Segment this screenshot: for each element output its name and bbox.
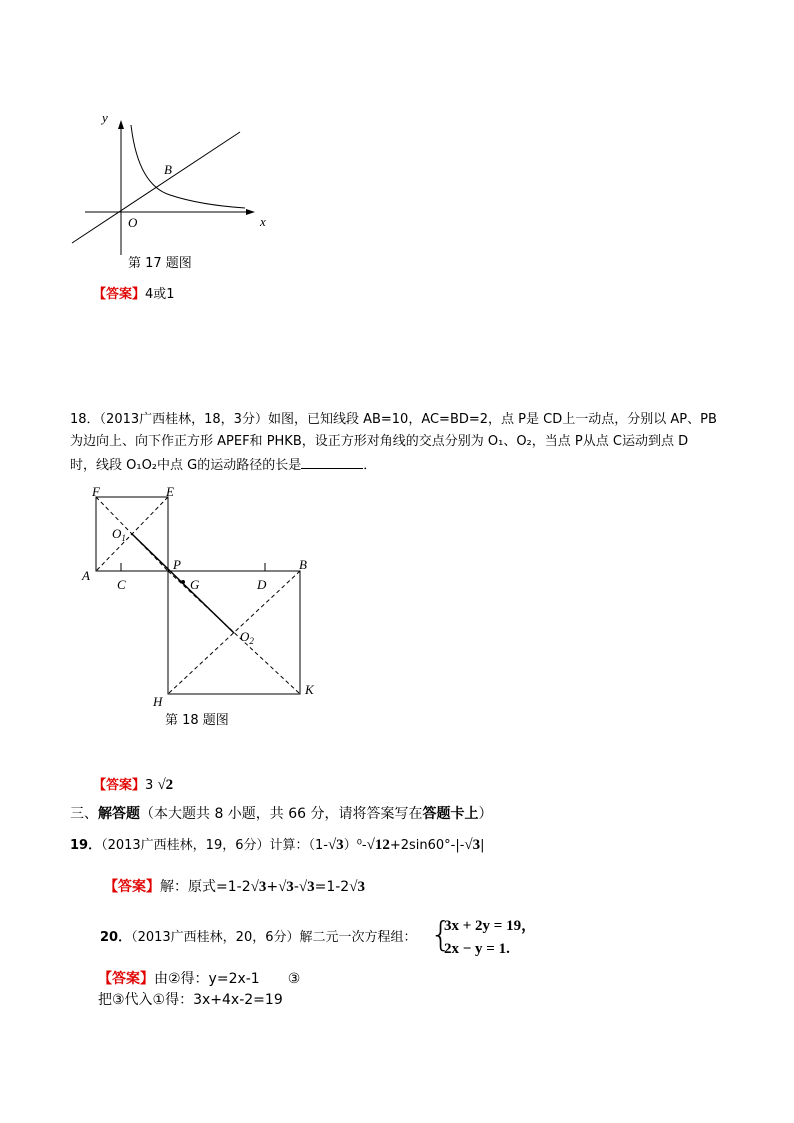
figure-17 xyxy=(72,110,266,255)
svg-text:E: E xyxy=(166,484,174,499)
point-b-label: B xyxy=(164,162,172,177)
x-label: x xyxy=(260,214,266,229)
svg-text:G: G xyxy=(190,577,200,592)
figure-18-caption: 第 18 题图 xyxy=(165,713,229,728)
svg-text:A: A xyxy=(82,568,90,583)
svg-text:F: F xyxy=(92,484,100,499)
answer-19: 【答案】解：原式=1-2√3+√3-√3=1-2√3 xyxy=(104,879,365,895)
origin-label: O xyxy=(128,215,138,230)
y-label: y xyxy=(102,110,108,125)
brace: { xyxy=(430,915,452,955)
figure-18 xyxy=(81,484,315,709)
svg-text:O1: $O_1$ xyxy=(112,526,126,543)
svg-text:P: P xyxy=(173,557,181,572)
answer-blank xyxy=(301,456,363,469)
answer-17: 【答案】4或1 xyxy=(93,287,175,302)
figure-17-caption: 第 17 题图 xyxy=(128,256,192,271)
answer-18: 【答案】3 √2 xyxy=(93,777,174,793)
svg-text:K: K xyxy=(305,682,314,697)
answer-20-line1: 【答案】由②得：y=2x-1 ③ xyxy=(98,971,301,987)
q18-line1: 18．（2013广西桂林，18，3分）如图，已知线段 AB=10，AC=BD=2，点 P是 CD上一动点，分别以 AP、PB xyxy=(70,412,717,427)
x-axis-arrow xyxy=(246,209,255,215)
section-3-title: 三、解答题（本大题共 8 小题，共 66 分，请将答案写在答题卡上） xyxy=(70,806,493,822)
svg-text:C: C xyxy=(117,577,126,592)
svg-text:D: D xyxy=(257,577,267,592)
y-axis-arrow xyxy=(118,120,124,129)
svg-text:B: B xyxy=(299,557,307,572)
q18-line2: 为边向上、向下作正方形 APEF和 PHKB，设正方形对角线的交点分别为 O₁、O₂，当点 P从点 C运动到点 D xyxy=(70,434,689,449)
equation-1: 3x + 2y = 19， xyxy=(444,918,537,934)
equation-2: 2x − y = 1. xyxy=(444,941,510,957)
answer-20-line2: 把③代入①得：3x+4x-2=19 xyxy=(98,992,283,1008)
svg-text:O2: $O_2$ xyxy=(240,629,254,646)
q19: 19．（2013广西桂林，19，6分）计算：（1-√3）⁰-√12+2sin60°-|-√3| xyxy=(70,837,485,853)
q20: 20．（2013广西桂林，20，6分）解二元一次方程组： xyxy=(100,930,417,945)
svg-text:H: H xyxy=(153,694,163,709)
q18-line3: 时，线段 O₁O₂中点 G的运动路径的长是 ． xyxy=(70,458,377,473)
